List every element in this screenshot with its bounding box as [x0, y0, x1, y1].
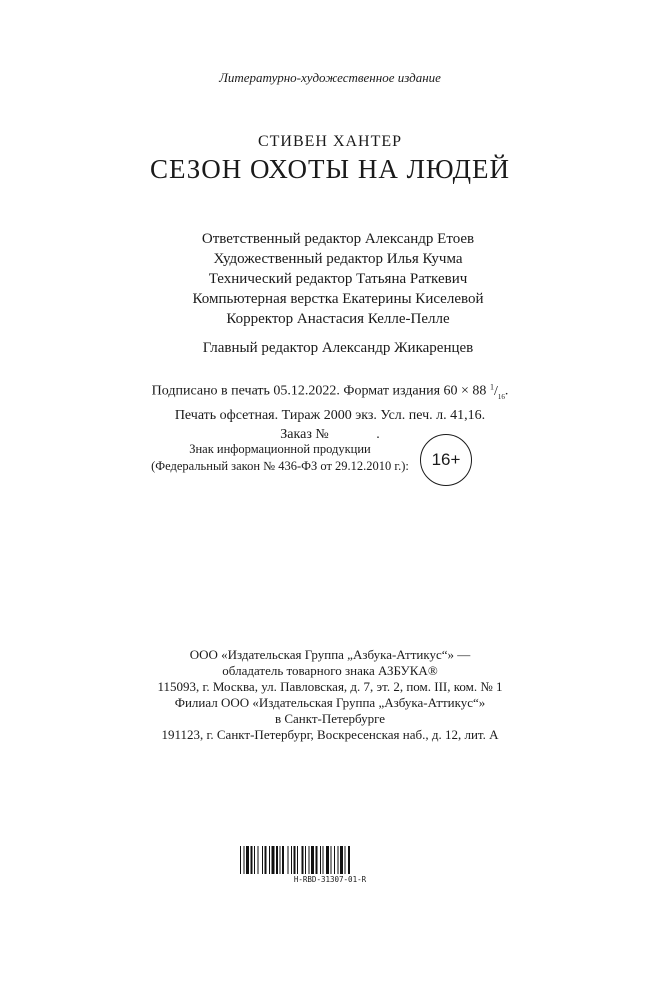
barcode-bar — [276, 846, 278, 874]
barcode-bar — [240, 846, 241, 874]
barcode-bar — [288, 846, 289, 874]
barcode-bar — [316, 846, 318, 874]
barcode-bar — [291, 846, 292, 874]
fraction-numerator: 1 — [489, 382, 494, 391]
edition-type: Литературно-художественное издание — [219, 70, 441, 85]
barcode-bar — [244, 846, 245, 874]
barcode-image — [240, 846, 420, 874]
publisher-line: Филиал ООО «Издательская Группа „Азбука-Аттикус“» — [174, 695, 486, 710]
info-sign — [0, 434, 660, 494]
barcode-bar — [311, 846, 314, 874]
publisher-line: обладатель товарного знака АЗБУКА® — [222, 663, 438, 678]
info-sign-text — [145, 441, 415, 475]
publisher-line: в Санкт-Петербурге — [274, 711, 386, 726]
credit-line: Ответственный редактор Александр Етоев — [201, 231, 475, 247]
publisher-line: 191123, г. Санкт-Петербург, Воскресенская наб., д. 12, лит. А — [161, 727, 499, 742]
info-sign-line-1: Знак информационной продукции — [189, 442, 371, 456]
barcode-bar — [331, 846, 332, 874]
credit-line: Корректор Анастасия Келле-Пелле — [226, 311, 450, 327]
barcode-bar — [265, 846, 267, 874]
barcode-bar — [323, 846, 324, 874]
barcode-bar — [282, 846, 284, 874]
publisher-line: ООО «Издательская Группа „Азбука-Аттикус“» — — [189, 647, 471, 662]
format-fraction: $^1/_{16}$ — [489, 382, 505, 401]
barcode-bar — [338, 846, 339, 874]
author-name: СТИВЕН ХАНТЕР — [257, 133, 403, 150]
barcode-bar — [251, 846, 253, 874]
barcode-bar — [294, 846, 296, 874]
credits-list — [8, 229, 660, 358]
credit-line: Художественный редактор Илья Кучма — [213, 251, 463, 267]
print-line-2: Печать офсетная. Тираж 2000 экз. Усл. печ. л. 41,16. — [174, 408, 486, 424]
age-rating-badge: 16+ — [420, 434, 472, 486]
barcode-bar — [309, 846, 310, 874]
barcode-bar — [254, 846, 255, 874]
barcode-bar — [326, 846, 329, 874]
chief-editor: Главный редактор Александр Жикаренцев — [202, 340, 474, 356]
order-end: . — [376, 427, 380, 443]
barcode-bar — [334, 846, 335, 874]
credit-line: Компьютерная верстка Екатерины Киселевой — [192, 291, 484, 307]
barcode-bar — [345, 846, 346, 874]
fraction-denominator: 16 — [497, 392, 505, 401]
barcode-bar — [258, 846, 259, 874]
info-sign-line-2: (Федеральный закон № 436-ФЗ от 29.12.2010 г.): — [151, 459, 409, 473]
barcode-bar — [262, 846, 263, 874]
publisher-info — [0, 647, 660, 743]
print-format: Подписано в печать 05.12.2022. Формат издания 60 × 88 — [151, 383, 487, 399]
barcode-bar — [305, 846, 306, 874]
publisher-line: 115093, г. Москва, ул. Павловская, д. 7, эт. 2, пом. III, ком. № 1 — [157, 679, 503, 694]
barcode-bar — [280, 846, 281, 874]
credit-line: Технический редактор Татьяна Раткевич — [208, 271, 468, 287]
barcode-bar — [302, 846, 304, 874]
barcode-bar — [340, 846, 343, 874]
barcode-bar — [320, 846, 321, 874]
book-title: СЕЗОН ОХОТЫ НА ЛЮДЕЙ — [149, 154, 511, 184]
barcode-bar — [269, 846, 270, 874]
barcode-block — [0, 846, 660, 884]
barcode-bar — [348, 846, 350, 874]
barcode-bar — [246, 846, 249, 874]
format-end: . — [504, 383, 509, 399]
order-label: Заказ № — [280, 427, 329, 443]
print-line-1 — [0, 377, 660, 406]
barcode-bar — [272, 846, 275, 874]
barcode-bar — [297, 846, 298, 874]
barcode-text: H-RBD-31307-01-R — [293, 875, 367, 884]
